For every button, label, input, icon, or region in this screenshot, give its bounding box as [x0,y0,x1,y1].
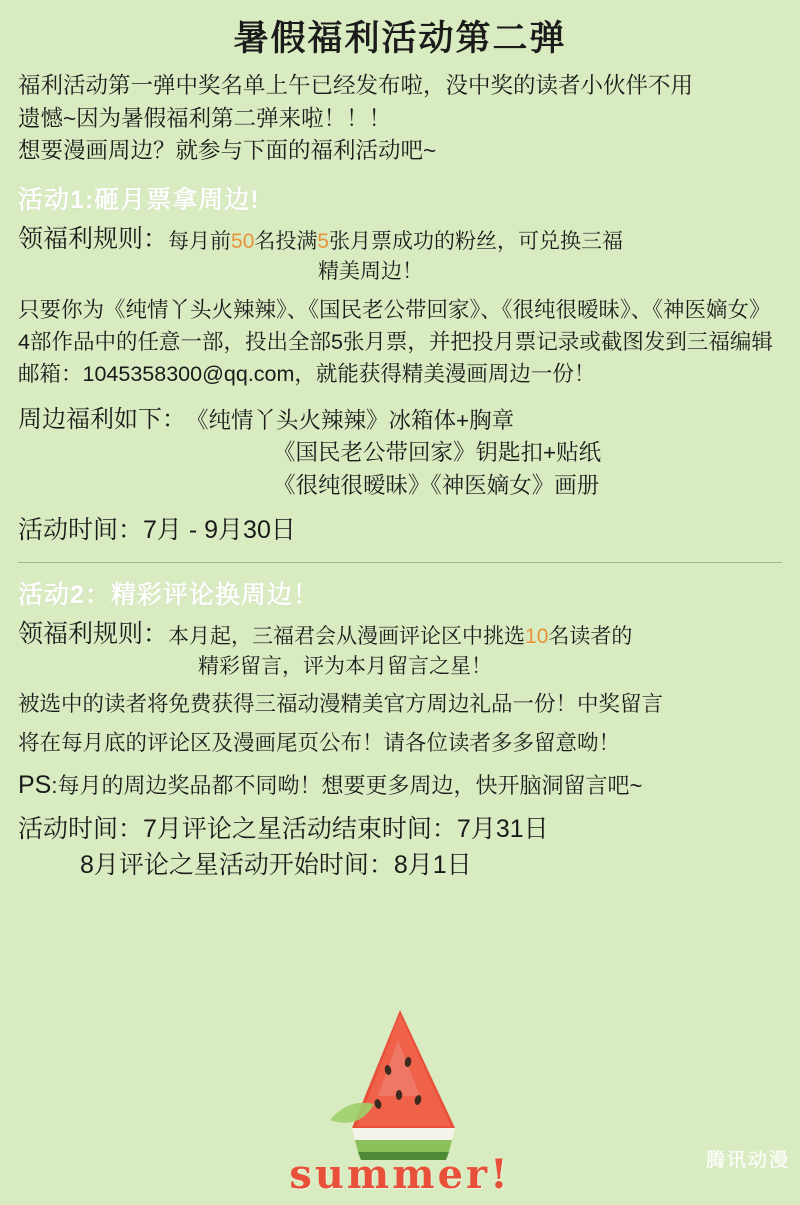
activity2-ps-key: PS [18,770,52,799]
summer-wordmark: summer! [289,1151,511,1198]
activity2-paragraph-2: 将在每月底的评论区及漫画尾页公布！请各位读者多多留意呦！ [18,730,621,755]
watermelon-slice-icon [352,1010,455,1160]
activity2-time-line-1: 7月评论之星活动结束时间：7月31日 [143,815,549,844]
intro-line-3: 想要漫画周边？就参与下面的福利活动吧~ [18,138,437,164]
intro-line-2: 遗憾~因为暑假福利第二弹来啦！！！ [18,105,392,131]
activity1-rule-text-3: 张月票成功的粉丝，可兑换三福 [329,229,624,253]
activity2-time [18,811,782,884]
activity2-rule-body [168,617,632,683]
page-title: 暑假福利活动第二弹 [233,19,567,58]
activity1-time-label: 活动时间： [18,515,144,544]
activity1-gift-item-2: 《国民老公带回家》钥匙扣+贴纸 [273,440,602,466]
activity1-gift-item-3: 《很纯很暧昧》《神医嫡女》画册 [273,472,600,498]
activity1-rule-text-2: 名投满 [254,229,318,253]
activity2-ps [18,767,782,803]
activity1-rule [18,222,782,288]
activity1-heading: 活动1:砸月票拿周边! [18,185,260,214]
activity2-ps-text: :每月的周边奖品都不同呦！想要更多周边，快开脑洞留言吧~ [51,772,643,798]
activity1-rule-label: 领福利规则： [18,224,169,253]
activity1-rule-text-4: 精美周边！ [318,260,424,284]
watermelon-illustration [0,1000,800,1200]
activity1-gifts-label: 周边福利如下： [18,405,186,433]
activity2-rule-text-2: 名读者的 [548,624,633,648]
activity2-time-line-2: 8月评论之星活动开始时间：8月1日 [80,851,472,880]
activity2-time-label: 活动时间： [18,815,144,844]
activity2-heading: 活动2：精彩评论换周边！ [18,580,319,609]
activity1-rule-body [168,222,623,288]
activity2-paragraph-1: 被选中的读者将免费获得三福动漫精美官方周边礼品一份！中奖留言 [18,692,664,717]
activity2-rule-text-1: 本月起，三福君会从漫画评论区中挑选 [168,624,526,648]
activity1-gifts [18,403,782,503]
watermark-logo: 腾讯动漫 [705,1150,790,1171]
activity2-rule [18,617,782,683]
activity1-rule-highlight-1: 50 [231,229,255,253]
activity1-rule-highlight-2: 5 [317,229,330,253]
section-divider [18,562,782,563]
activity2-rule-label: 领福利规则： [18,619,169,648]
activity2-rule-text-3: 精彩留言，评为本月留言之星！ [198,654,493,678]
activity1-gifts-first-row [18,403,782,438]
intro-line-1: 福利活动第一弹中奖名单上午已经发布啦，没中奖的读者小伙伴不用 [18,73,694,98]
activity1-rule-text-1: 每月前 [168,229,232,253]
activity1-gift-item-1: 《纯情丫头火辣辣》冰箱体+胸章 [186,407,515,433]
activity1-time-value: 7月 - 9月30日 [143,515,296,544]
activity2-rule-highlight-1: 10 [525,624,549,648]
activity1-time [18,513,782,548]
activity1-paragraph: 只要你为《纯情丫头火辣辣》、《国民老公带回家》、《很纯很暧昧》、《神医嫡女》4部作品中的任意一部，投出全部5张月票，并把投月票记录或截图发到三福编辑邮箱：1045358300@qq.com，就能获得精美漫画周边一份！ [18,297,773,387]
intro-block [18,70,782,168]
